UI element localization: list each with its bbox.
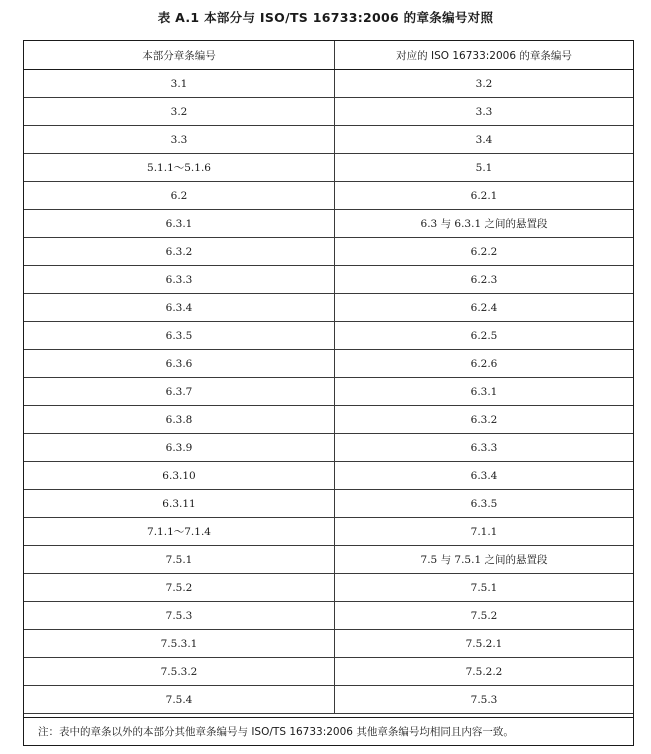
cell-this-part-clause: 7.5.2 xyxy=(24,574,335,602)
table-row xyxy=(24,322,633,350)
cell-this-part-clause: 7.5.3 xyxy=(24,602,335,630)
cell-this-part-clause: 6.3.11 xyxy=(24,490,335,518)
cell-iso-clause: 6.3.4 xyxy=(335,462,634,490)
cell-this-part-clause: 6.3.4 xyxy=(24,294,335,322)
table-row xyxy=(24,490,633,518)
mapping-table-grid xyxy=(24,41,633,714)
cell-iso-clause: 6.2.5 xyxy=(335,322,634,350)
clause-mapping-table xyxy=(23,40,634,746)
header-this-part-clause: 本部分章条编号 xyxy=(24,41,335,70)
table-row xyxy=(24,210,633,238)
table-row xyxy=(24,238,633,266)
cell-iso-clause: 7.1.1 xyxy=(335,518,634,546)
table-row xyxy=(24,70,633,98)
table-row xyxy=(24,154,633,182)
cell-iso-clause: 3.3 xyxy=(335,98,634,126)
table-caption: 表 A.1 本部分与 ISO/TS 16733:2006 的章条编号对照 xyxy=(157,10,494,25)
cell-this-part-clause: 6.3.2 xyxy=(24,238,335,266)
cell-this-part-clause: 6.3.3 xyxy=(24,266,335,294)
table-row xyxy=(24,518,633,546)
table-row xyxy=(24,406,633,434)
cell-this-part-clause: 6.2 xyxy=(24,182,335,210)
cell-iso-clause: 7.5.1 xyxy=(335,574,634,602)
table-row xyxy=(24,602,633,630)
table-row xyxy=(24,574,633,602)
cell-iso-clause: 5.1 xyxy=(335,154,634,182)
cell-this-part-clause: 7.5.3.1 xyxy=(24,630,335,658)
table-row xyxy=(24,546,633,574)
table-row xyxy=(24,630,633,658)
cell-iso-clause: 6.3.5 xyxy=(335,490,634,518)
table-row xyxy=(24,434,633,462)
table-row xyxy=(24,98,633,126)
cell-this-part-clause: 6.3.9 xyxy=(24,434,335,462)
header-iso-clause: 对应的 ISO 16733:2006 的章条编号 xyxy=(335,41,634,70)
table-row xyxy=(24,658,633,686)
cell-iso-clause: 6.2.4 xyxy=(335,294,634,322)
table-row xyxy=(24,266,633,294)
cell-iso-clause: 6.2.3 xyxy=(335,266,634,294)
table-row xyxy=(24,294,633,322)
cell-this-part-clause: 6.3.6 xyxy=(24,350,335,378)
table-row xyxy=(24,462,633,490)
cell-this-part-clause: 7.1.1～7.1.4 xyxy=(24,518,335,546)
cell-iso-clause: 6.3.2 xyxy=(335,406,634,434)
cell-iso-clause: 7.5.2 xyxy=(335,602,634,630)
table-row xyxy=(24,350,633,378)
cell-this-part-clause: 5.1.1～5.1.6 xyxy=(24,154,335,182)
cell-this-part-clause: 6.3.8 xyxy=(24,406,335,434)
table-row xyxy=(24,686,633,714)
cell-iso-clause: 7.5.2.2 xyxy=(335,658,634,686)
cell-iso-clause: 7.5 与 7.5.1 之间的悬置段 xyxy=(335,546,634,574)
cell-this-part-clause: 6.3.1 xyxy=(24,210,335,238)
cell-iso-clause: 6.2.1 xyxy=(335,182,634,210)
cell-iso-clause: 3.2 xyxy=(335,70,634,98)
cell-this-part-clause: 3.3 xyxy=(24,126,335,154)
cell-iso-clause: 6.2.2 xyxy=(335,238,634,266)
cell-this-part-clause: 6.3.10 xyxy=(24,462,335,490)
cell-iso-clause: 7.5.2.1 xyxy=(335,630,634,658)
cell-iso-clause: 6.3.1 xyxy=(335,378,634,406)
table-row xyxy=(24,126,633,154)
table-row xyxy=(24,182,633,210)
cell-iso-clause: 3.4 xyxy=(335,126,634,154)
cell-this-part-clause: 6.3.5 xyxy=(24,322,335,350)
cell-this-part-clause: 6.3.7 xyxy=(24,378,335,406)
cell-this-part-clause: 3.2 xyxy=(24,98,335,126)
table-body xyxy=(24,70,633,714)
table-footnote: 注：表中的章条以外的本部分其他章条编号与 ISO/TS 16733:2006 其他章条编号均相同且内容一致。 xyxy=(24,717,633,745)
cell-this-part-clause: 7.5.1 xyxy=(24,546,335,574)
cell-iso-clause: 6.3 与 6.3.1 之间的悬置段 xyxy=(335,210,634,238)
cell-iso-clause: 6.2.6 xyxy=(335,350,634,378)
table-row xyxy=(24,378,633,406)
table-header-row xyxy=(24,41,633,70)
cell-this-part-clause: 7.5.4 xyxy=(24,686,335,714)
cell-this-part-clause: 7.5.3.2 xyxy=(24,658,335,686)
cell-iso-clause: 6.3.3 xyxy=(335,434,634,462)
cell-this-part-clause: 3.1 xyxy=(24,70,335,98)
cell-iso-clause: 7.5.3 xyxy=(335,686,634,714)
